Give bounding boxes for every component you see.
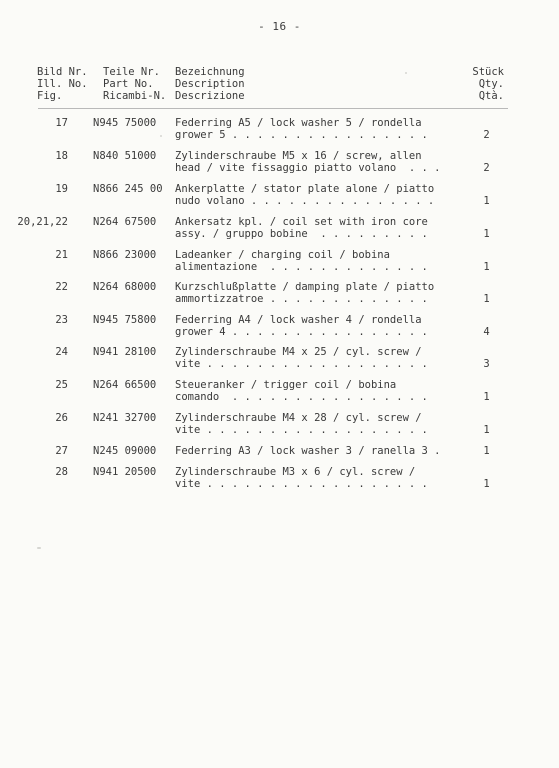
scan-speck [37,547,41,549]
part-number: N945 75000 [93,117,157,129]
part-description: Steueranker / trigger coil / bobina comando . . . . . . . . . . . . . . . . [175,379,428,403]
part-description: Federring A5 / lock washer 5 / rondella grower 5 . . . . . . . . . . . . . . . . [175,117,428,141]
part-number: N264 67500 [93,216,157,228]
figure-number: 27 [55,445,68,457]
part-description: Ankersatz kpl. / coil set with iron core assy. / gruppo bobine . . . . . . . . . [175,216,428,240]
part-description: Ladeanker / charging coil / bobina alimentazione . . . . . . . . . . . . . [175,249,428,273]
column-header-part-number: Teile Nr. Part No. Ricambi-N. [103,66,167,102]
part-number: N941 20500 [93,466,157,478]
column-header-figure: Bild Nr. Ill. No. Fig. [37,66,88,102]
scan-speck [405,72,407,74]
figure-number: 28 [55,466,68,478]
part-quantity: 1 [483,293,490,305]
part-description: Kurzschlußplatte / damping plate / piatto ammortizzatroe . . . . . . . . . . . . . [175,281,435,305]
figure-number: 21 [55,249,68,261]
page-number: - 16 - [258,20,301,33]
part-number: N264 66500 [93,379,157,391]
part-number: N941 28100 [93,346,157,358]
figure-number: 26 [55,412,68,424]
part-quantity: 1 [483,445,490,457]
figure-number: 22 [55,281,68,293]
figure-number: 24 [55,346,68,358]
part-description: Ankerplatte / stator plate alone / piatto nudo volano . . . . . . . . . . . . . . . [175,183,435,207]
column-header-description: Bezeichnung Description Descrizione [175,66,245,102]
part-quantity: 1 [483,195,490,207]
part-quantity: 2 [483,162,490,174]
part-description: Federring A4 / lock washer 4 / rondella grower 4 . . . . . . . . . . . . . . . . [175,314,428,338]
part-quantity: 1 [483,261,490,273]
part-number: N241 32700 [93,412,157,424]
part-description: Zylinderschraube M4 x 25 / cyl. screw / vite . . . . . . . . . . . . . . . . . . [175,346,428,370]
figure-number: 19 [55,183,68,195]
part-quantity: 4 [483,326,490,338]
part-quantity: 1 [483,228,490,240]
part-description: Federring A3 / lock washer 3 / ranella 3 . [175,445,441,457]
part-quantity: 2 [483,129,490,141]
part-quantity: 3 [483,358,490,370]
part-number: N264 68000 [93,281,157,293]
part-number: N866 245 00 [93,183,163,195]
part-number: N866 23000 [93,249,157,261]
part-quantity: 1 [483,391,490,403]
part-description: Zylinderschraube M5 x 16 / screw, allen head / vite fissaggio piatto volano . . . [175,150,441,174]
part-number: N840 51000 [93,150,157,162]
figure-number: 23 [55,314,68,326]
scan-speck [160,135,162,137]
part-description: Zylinderschraube M3 x 6 / cyl. screw / vite . . . . . . . . . . . . . . . . . . [175,466,428,490]
part-number: N945 75800 [93,314,157,326]
part-quantity: 1 [483,424,490,436]
part-quantity: 1 [483,478,490,490]
figure-number: 20,21,22 [17,216,68,228]
column-header-quantity: Stück Qty. Qtà. [472,66,504,102]
header-divider [38,108,508,109]
part-description: Zylinderschraube M4 x 28 / cyl. screw / vite . . . . . . . . . . . . . . . . . . [175,412,428,436]
figure-number: 18 [55,150,68,162]
figure-number: 25 [55,379,68,391]
part-number: N245 09000 [93,445,157,457]
figure-number: 17 [55,117,68,129]
